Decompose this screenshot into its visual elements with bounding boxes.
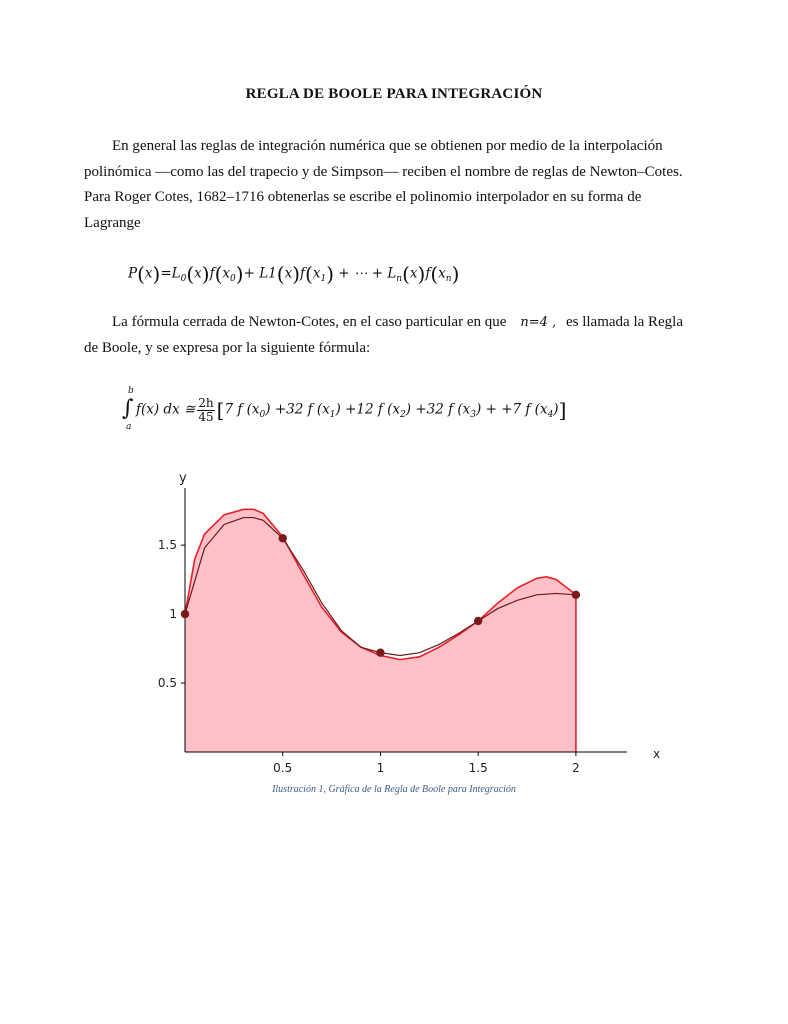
x-tick-label: 0.5 xyxy=(273,761,293,775)
node-point xyxy=(572,591,580,599)
paragraph-2 xyxy=(84,310,684,361)
y-tick-label: 0.5 xyxy=(157,676,177,691)
x-tick-label: 2 xyxy=(572,761,580,775)
integral-sign: b ∫ a xyxy=(122,386,134,432)
node-point xyxy=(181,610,189,618)
x-tick-label: 1 xyxy=(376,761,385,775)
boole-chart xyxy=(140,460,661,780)
inline-math-n4: n=4 , xyxy=(520,315,557,330)
paragraph-1-text: En general las reglas de integración numérica que se obtienen por medio de la interpolación polinómica —como las del trapecio y de Simpson— reciben el nombre de reglas de Newton–Cotes. Para Roger Cotes, 1682–1716 obtenerlas se escribe el polinomio interpolador en su forma de Lagrange xyxy=(84,138,683,231)
document-title: REGLA DE BOOLE PARA INTEGRACIÓN xyxy=(245,86,543,102)
x-axis-label: x xyxy=(653,747,661,761)
y-tick-label: 1.5 xyxy=(157,538,177,553)
lagrange-formula: $P(x)=L_0(x)f(x_0)+ L1(x)f(x_1)$ + ⋯ + $L_n(x)f(x_n)$ xyxy=(128,262,460,286)
y-tick-label: 1 xyxy=(169,607,177,622)
paragraph-2-text: La fórmula cerrada de Newton-Cotes, en el caso particular en que n=4 , es llamada la Regla de Boole, y se expresa por la siguiente fórmula: xyxy=(84,314,684,356)
y-axis-label: y xyxy=(179,471,187,486)
paragraph-1 xyxy=(84,134,684,236)
chart-svg xyxy=(140,460,661,780)
node-point xyxy=(279,534,287,542)
area-under-curve xyxy=(185,509,576,752)
figure-caption: Ilustración 1, Gráfica de la Regla de Boole para Integración xyxy=(272,784,516,795)
node-point xyxy=(474,617,482,625)
node-point xyxy=(376,649,384,657)
boole-formula: b ∫ a f(x) dx ≅ $\frac{2h}{45}$ [7 f $(x_0) +32$ f $(x_1) +12$ f $(x_2) +32$ f $(x_3) + +7$ f $(x_4)$] xyxy=(122,386,567,432)
fraction: $\frac{2h}{45}$ xyxy=(198,395,214,424)
x-tick-label: 1.5 xyxy=(468,761,488,775)
